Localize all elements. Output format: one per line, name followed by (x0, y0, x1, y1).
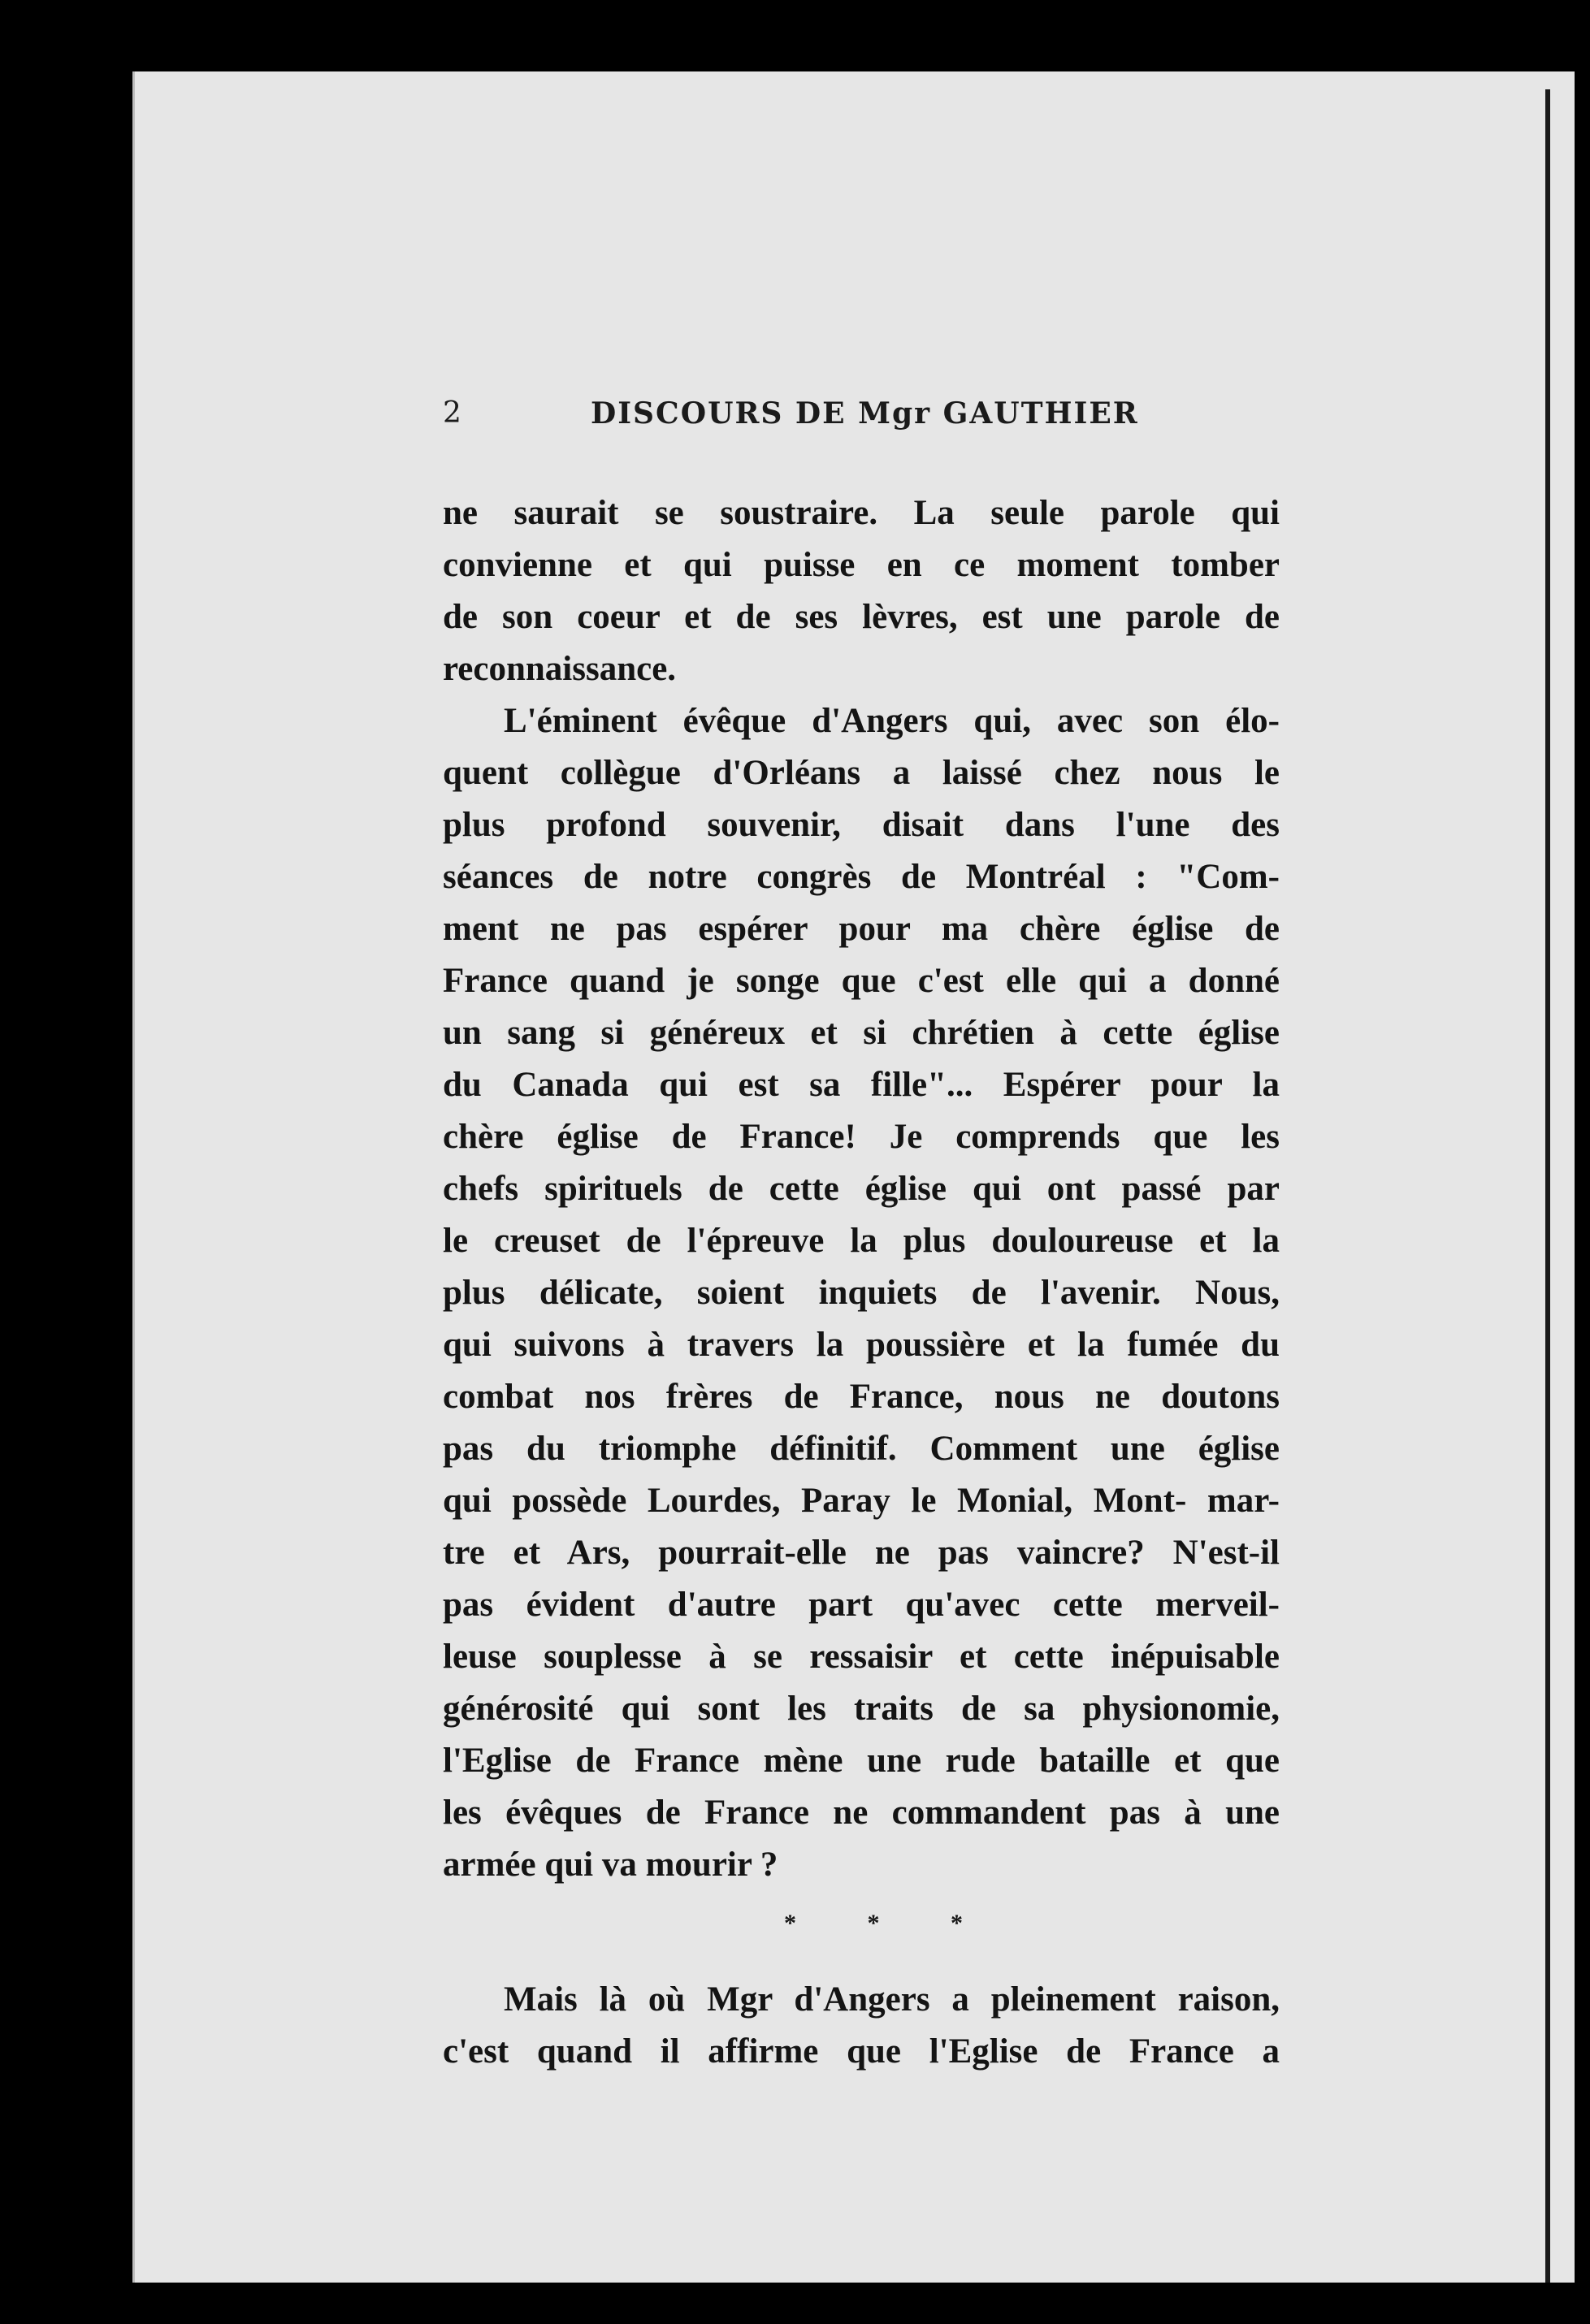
text-line: qui suivons à travers la poussière et la fumée du (443, 1326, 1280, 1364)
paragraph-2 (443, 695, 1280, 1891)
text-line: de son coeur et de ses lèvres, est une parole de (443, 598, 1280, 636)
text-line: L'éminent évêque d'Angers qui, avec son élo- (504, 702, 1280, 740)
text-line: c'est quand il affirme que l'Eglise de France a (443, 2032, 1280, 2071)
text-line: qui possède Lourdes, Paray le Monial, Mont- mar- (443, 1482, 1280, 1520)
text-line: du Canada qui est sa fille"... Espérer pour la (443, 1066, 1280, 1104)
text-line: Mais là où Mgr d'Angers a pleinement raison, (504, 1980, 1280, 2019)
text-line: chefs spirituels de cette église qui ont passé par (443, 1170, 1280, 1208)
text-line: le creuset de l'épreuve la plus douloureuse et la (443, 1222, 1280, 1260)
text-line: leuse souplesse à se ressaisir et cette inépuisable (443, 1638, 1280, 1676)
text-line: générosité qui sont les traits de sa physionomie, (443, 1690, 1280, 1728)
text-line: séances de notre congrès de Montréal : "Com- (443, 858, 1280, 896)
text-line: plus délicate, soient inquiets de l'avenir. Nous, (443, 1274, 1280, 1312)
text-line: quent collègue d'Orléans a laissé chez nous le (443, 754, 1280, 792)
page-number: 2 (443, 396, 463, 430)
page-edge (1545, 89, 1550, 2283)
text-line: les évêques de France ne commandent pas à une (443, 1794, 1280, 1832)
paragraph-1 (443, 487, 1280, 695)
text-line: armée qui va mourir ? (443, 1846, 778, 1884)
text-line: ne saurait se soustraire. La seule parole qui (443, 494, 1280, 532)
text-line: combat nos frères de France, nous ne doutons (443, 1378, 1280, 1416)
body-text (443, 487, 1280, 2078)
running-title: DISCOURS DE Mgr GAUTHIER (591, 396, 1139, 431)
text-line: un sang si généreux et si chrétien à cette église (443, 1014, 1280, 1052)
text-line: reconnaissance. (443, 650, 677, 688)
text-line: pas évident d'autre part qu'avec cette merveil- (443, 1586, 1280, 1624)
paragraph-3 (443, 1974, 1280, 2078)
text-line: plus profond souvenir, disait dans l'une des (443, 806, 1280, 844)
section-separator: * * * (784, 1910, 995, 1937)
page-header (443, 382, 1288, 447)
text-line: chère église de France! Je comprends que les (443, 1118, 1280, 1156)
text-line: France quand je songe que c'est elle qui a donné (443, 962, 1280, 1000)
text-line: pas du triomphe définitif. Comment une église (443, 1430, 1280, 1468)
text-line: convienne et qui puisse en ce moment tomber (443, 546, 1280, 584)
text-line: tre et Ars, pourrait-elle ne pas vaincre? N'est-il (443, 1534, 1280, 1572)
text-line: ment ne pas espérer pour ma chère église de (443, 910, 1280, 948)
text-line: l'Eglise de France mène une rude bataille et que (443, 1742, 1280, 1780)
